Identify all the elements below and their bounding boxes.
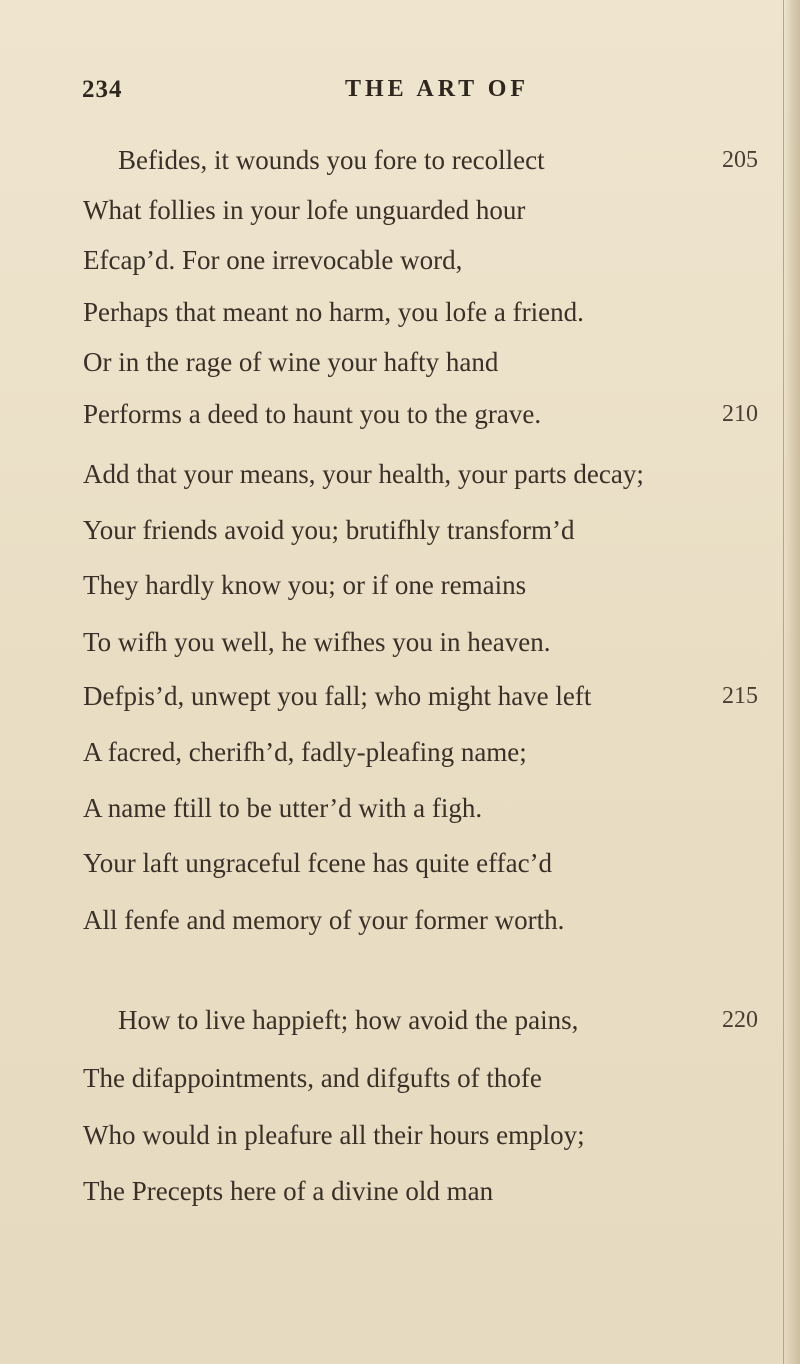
line-number: 220 [722, 1007, 758, 1033]
verse-line [0, 342, 800, 382]
verse-text: To wifh you well, he wifhes you in heaven. [83, 627, 551, 657]
verse-line [0, 140, 800, 180]
line-number: 210 [722, 401, 758, 427]
verse-text: Performs a deed to haunt you to the grave. [83, 399, 542, 429]
verse-text: Who would in pleafure all their hours employ; [83, 1120, 585, 1150]
verse-text: Perhaps that meant no harm, you lofe a friend. [83, 297, 584, 327]
verse-text: Befides, it wounds you fore to recollect [118, 145, 545, 175]
verse-text: Defpis’d, unwept you fall; who might have left [83, 681, 592, 711]
page-number: 234 [82, 76, 123, 103]
verse-line [0, 1000, 800, 1040]
verse-text: The Precepts here of a divine old man [83, 1176, 494, 1206]
verse-text: The difappointments, and difgufts of thofe [83, 1063, 542, 1093]
verse-text: Add that your means, your health, your parts decay; [83, 459, 644, 489]
line-number: 205 [722, 147, 758, 173]
verse-text: Or in the rage of wine your hafty hand [83, 347, 499, 377]
verse-line [0, 565, 800, 605]
verse-line [0, 1058, 800, 1098]
verse-line [0, 1171, 800, 1211]
verse-text: They hardly know you; or if one remains [83, 570, 527, 600]
verse-line [0, 622, 800, 662]
verse-line [0, 510, 800, 550]
verse-text: All fenfe and memory of your former worth. [83, 905, 565, 935]
verse-line [0, 843, 800, 883]
verse-line [0, 394, 800, 434]
verse-line [0, 240, 800, 280]
verse-line [0, 900, 800, 940]
page-header [82, 76, 642, 110]
verse-line [0, 190, 800, 230]
verse-text: How to live happieft; how avoid the pains, [118, 1005, 579, 1035]
verse-text: Your laft ungraceful fcene has quite effac’d [83, 848, 553, 878]
verse-text: A name ftill to be utter’d with a figh. [83, 793, 483, 823]
verse-text: Your friends avoid you; brutifhly transform’d [83, 515, 575, 545]
line-number: 215 [722, 683, 758, 709]
verse-line [0, 788, 800, 828]
verse-line [0, 454, 800, 494]
verse-text: A facred, cherifh’d, fadly-pleafing name; [83, 737, 527, 767]
verse-line [0, 732, 800, 772]
running-title: THE ART OF [345, 76, 530, 102]
verse-text: Efcap’d. For one irrevocable word, [83, 245, 463, 275]
verse-line [0, 1115, 800, 1155]
verse-line [0, 676, 800, 716]
verse-line [0, 292, 800, 332]
verse-text: What follies in your lofe unguarded hour [83, 195, 526, 225]
